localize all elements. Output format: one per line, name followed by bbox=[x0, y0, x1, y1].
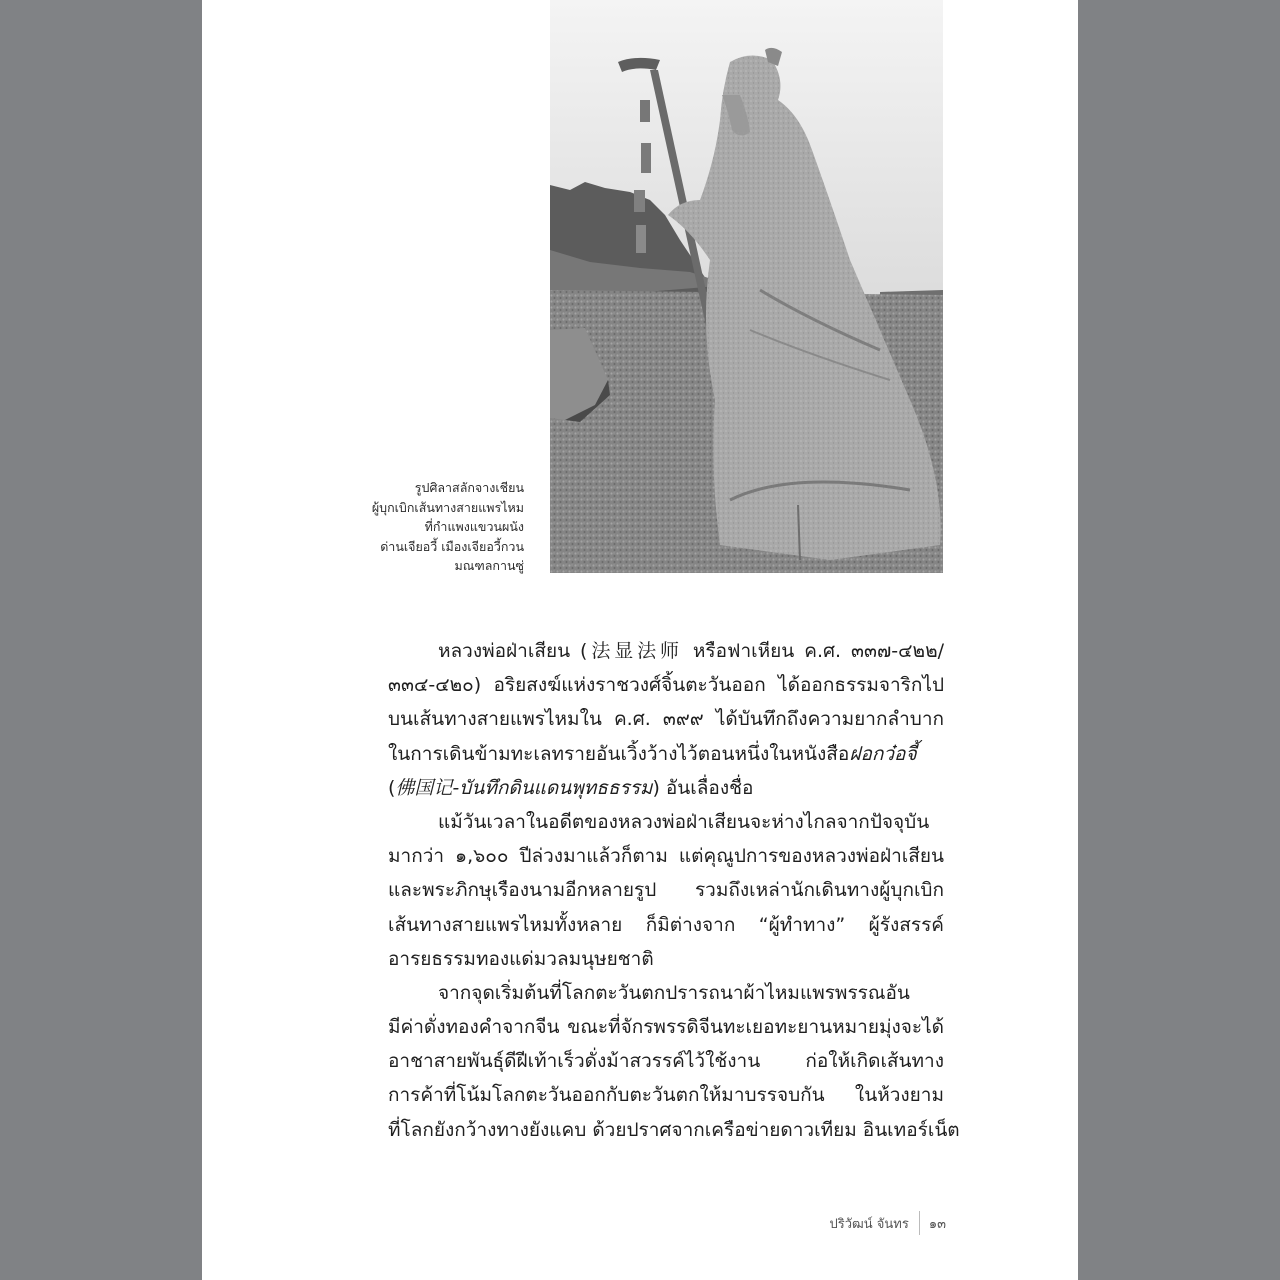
body-text bbox=[388, 634, 960, 1147]
paragraph-1-line bbox=[388, 634, 944, 668]
photo-caption bbox=[352, 478, 524, 576]
paragraph-1-line: ๓๓๔-๔๒๐) อริยสงฆ์แห่งราชวงศ์จิ้นตะวันออก ได้ออกธรรมจาริกไป bbox=[388, 674, 944, 697]
paragraph-1-line: บนเส้นทางสายแพรไหมใน ค.ศ. ๓๙๙ ได้บันทึกถึงความยากลำบาก bbox=[388, 708, 944, 731]
paragraph-2-line: อารยธรรมทองแด่มวลมนุษยชาติ bbox=[388, 947, 654, 970]
paragraph-3-line: การค้าที่โน้มโลกตะวันออกกับตะวันตกให้มาบรรจบกัน ในห้วงยาม bbox=[388, 1084, 944, 1107]
author-name: ปริวัฒน์ จันทร bbox=[829, 1216, 909, 1232]
paragraph-3-line: จากจุดเริ่มต้นที่โลกตะวันตกปรารถนาผ้าไหมแพรพรรณอัน bbox=[438, 981, 910, 1004]
paragraph-3-line: มีค่าดั่งทองคำจากจีน ขณะที่จักรพรรดิจีนทะเยอทะยานหมายมุ่งจะได้ bbox=[388, 1016, 944, 1039]
statue-photo bbox=[550, 0, 943, 573]
book-title-chinese: 佛国记-บันทึกดินแดนพุทธธรรม bbox=[395, 776, 653, 799]
statue-photo-image bbox=[550, 0, 943, 573]
text-run: ) อันเลื่องชื่อ bbox=[652, 776, 754, 799]
text-run: ในการเดินข้ามทะเลทรายอันเวิ้งว้างไว้ตอนหนึ่งในหนังสือ bbox=[388, 742, 850, 765]
paragraph-3-line: ที่โลกยังกว้างทางยังแคบ ด้วยปราศจากเครือข่ายดาวเทียม อินเทอร์เน็ต bbox=[388, 1118, 960, 1141]
paragraph-1-line bbox=[388, 771, 944, 805]
caption-line: มณฑลกานซู่ bbox=[454, 558, 524, 573]
paragraph-1-line bbox=[388, 737, 944, 771]
page-footer bbox=[822, 1210, 946, 1236]
footer-divider bbox=[919, 1211, 920, 1235]
book-page bbox=[202, 0, 1078, 1280]
text-run: ( bbox=[388, 776, 396, 799]
paragraph-2-line: มากว่า ๑,๖๐๐ ปีล่วงมาแล้วก็ตาม แต่คุณูปการของหลวงพ่อฝ่าเสียน bbox=[388, 845, 944, 868]
caption-line: ผู้บุกเบิกเส้นทางสายแพรไหม bbox=[371, 499, 524, 515]
paragraph-2-line: แม้วันเวลาในอดีตของหลวงพ่อฝ่าเสียนจะห่างไกลจากปัจจุบัน bbox=[438, 810, 930, 833]
text-run: หลวงพ่อฝ่าเสียน (法显法师 หรือฟาเหียน ค.ศ. ๓๓๗-๔๒๒/ bbox=[438, 640, 944, 662]
paragraph-2-line: เส้นทางสายแพรไหมทั้งหลาย ก็มิต่างจาก “ผู้ทำทาง” ผู้รังสรรค์ bbox=[388, 913, 944, 936]
caption-line: ที่กำแพงแขวนผนัง bbox=[424, 519, 524, 534]
book-title: ฝอกว๋อจี้ bbox=[849, 742, 917, 765]
caption-line: รูปศิลาสลักจางเชียน bbox=[414, 480, 524, 495]
paragraph-3-line: อาชาสายพันธุ์ดีฝีเท้าเร็วดั่งม้าสวรรค์ไว้ใช้งาน ก่อให้เกิดเส้นทาง bbox=[388, 1050, 944, 1073]
caption-line: ด่านเจียอวี้ เมืองเจียอวี้กวน bbox=[380, 538, 524, 554]
page-number: ๑๓ bbox=[928, 1216, 946, 1232]
paragraph-2-line: และพระภิกษุเรืองนามอีกหลายรูป รวมถึงเหล่านักเดินทางผู้บุกเบิก bbox=[388, 879, 944, 902]
